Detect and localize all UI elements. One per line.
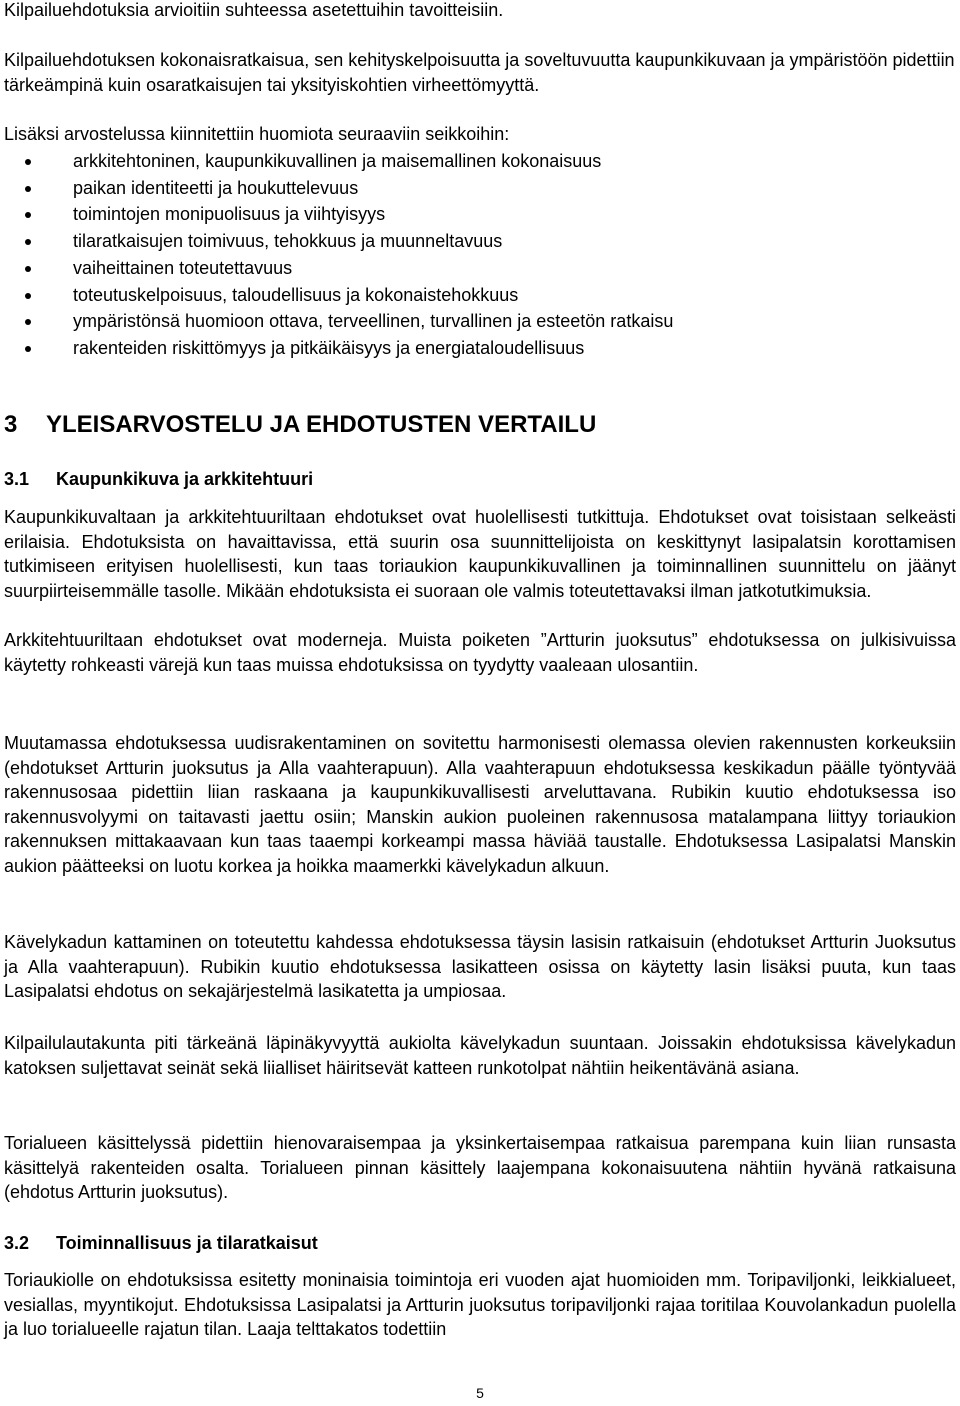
section-number: 3.1 [4, 469, 30, 489]
section-title: Kaupunkikuva ja arkkitehtuuri [56, 469, 314, 489]
intro-paragraph-2: Kilpailuehdotuksen kokonaisratkaisua, sen kehityskelpoisuutta ja soveltuvuutta kaupunkikuvaan ja ympäristöön pidettiin tärkeämpinä kuin osaratkaisujen tai yksityiskohtien virheettömyyttä. [4, 50, 955, 95]
section-3-1-paragraph-6: Torialueen käsittelyssä pidettiin hienovaraisempaa ja yksinkertaisempaa ratkaisua parempana kuin liian runsasta käsittelyä rakenteiden osalta. Torialueen pinnan käsittely laajempana kokonaisuutena nähtiin hyvänä ratkaisuna (ehdotus Artturin juoksutus). [4, 1133, 956, 1202]
section-number: 3 [4, 411, 18, 438]
list-item: rakenteiden riskittömyys ja pitkäikäisyys ja energiataloudellisuus [4, 335, 956, 362]
section-3-1-paragraph-1: Kaupunkikuvaltaan ja arkkitehtuuriltaan ehdotukset ovat huolellisesti tutkittuja. Ehdotukset ovat toisistaan selkeästi erilaisia. Ehdotuksista on havaittavissa, että suurin osa suunnittelijoista on keskittynyt lasipalatsin korottamisen tutkimiseen erityisen huolellisesti, kun taas toriaukion kaupunkikuvallinen ja toiminnallinen suunnittelu on jäänyt suurpiirteisemmälle tasolle. Mikään ehdotuksista ei suoraan ole valmis toteutettavaksi ilman jatkotutkimuksia. [4, 507, 956, 601]
bullet-icon [25, 346, 31, 352]
section-number: 3.2 [4, 1233, 30, 1253]
criteria-list [4, 148, 956, 362]
list-item: toimintojen monipuolisuus ja viihtyisyys [4, 201, 956, 228]
section-3-2-heading [4, 1231, 956, 1255]
list-item: tilaratkaisujen toimivuus, tehokkuus ja muunneltavuus [4, 228, 956, 255]
bullet-icon [25, 212, 31, 218]
list-item: arkkitehtoninen, kaupunkikuvallinen ja maisemallinen kokonaisuus [4, 148, 956, 175]
section-title: Toiminnallisuus ja tilaratkaisut [56, 1233, 318, 1253]
section-3-1-paragraph-5: Kilpailulautakunta piti tärkeänä läpinäkyvyyttä aukiolta kävelykadun suuntaan. Joissakin ehdotuksissa kävelykadun katoksen suljettavat seinät sekä liialliset häiritsevät katteen runkotolpat nähtiin heikentävänä asiana. [4, 1033, 956, 1078]
bullet-icon [25, 319, 31, 325]
section-title: YLEISARVOSTELU JA EHDOTUSTEN VERTAILU [46, 411, 597, 438]
section-3-2-paragraph: Toriaukiolle on ehdotuksissa esitetty moninaisia toimintoja eri vuoden ajat huomioiden mm. Toripaviljonki, leikkialueet, vesiallas, myyntikojut. Ehdotuksissa Lasipalatsi ja Artturin juoksutus toripaviljonki rajaa toritilaa Kouvolankadun puolella ja luo torialueelle rajatun tilan. Laaja telttakatos todettiin [4, 1270, 956, 1339]
bullet-icon [25, 186, 31, 192]
bullet-icon [25, 159, 31, 165]
page-number: 5 [476, 1385, 484, 1401]
intro-paragraph-1: Kilpailuehdotuksia arvioitiin suhteessa asetettuihin tavoitteisiin. [4, 0, 504, 20]
section-3-1-paragraph-4: Kävelykadun kattaminen on toteutettu kahdessa ehdotuksessa täysin lasisin ratkaisuin (ehdotukset Artturin Juoksutus ja Alla vaahterapuun). Rubikin kuutio ehdotuksessa lasikatteen osissa on käytetty lasin lisäksi puuta, kun taas Lasipalatsi ehdotus on sekajärjestelmä lasikatetta ja umpiosaa. [4, 932, 956, 1001]
list-item: vaiheittainen toteutettavuus [4, 255, 956, 282]
bullet-icon [25, 293, 31, 299]
section-3-1-paragraph-2: Arkkitehtuuriltaan ehdotukset ovat moderneja. Muista poiketen ”Artturin juoksutus” ehdotuksessa on julkisivuissa käytetty rohkeasti värejä kun taas muissa ehdotuksissa on tyydytty vaaleaan ulosantiin. [4, 630, 956, 675]
section-3-heading [4, 410, 956, 440]
list-item: ympäristönsä huomioon ottava, terveellinen, turvallinen ja esteetön ratkaisu [4, 308, 956, 335]
section-3-1-heading [4, 467, 956, 491]
bullet-icon [25, 266, 31, 272]
list-item: toteutuskelpoisuus, taloudellisuus ja kokonaistehokkuus [4, 282, 956, 309]
list-item: paikan identiteetti ja houkuttelevuus [4, 175, 956, 202]
bullet-icon [25, 239, 31, 245]
section-3-1-paragraph-3: Muutamassa ehdotuksessa uudisrakentaminen on sovitettu harmonisesti olemassa olevien rakennusten korkeuksiin (ehdotukset Artturin juoksutus ja Alla vaahterapuun). Alla vaahterapuun ehdotuksessa keskikadun päälle työntyvää rakennusosaa pidettiin liian raskaana ja kaupunkikuvallisesti arveluttavana. Rubikin kuutio ehdotuksessa iso rakennusvolyymi on taitavasti jaettu osiin; Manskin aukion puoleinen rakennusosa matalampana liittyy toriaukion rakennuksen mittakaavaan kun taas taaempi korkeampi massa häviää taustalle. Ehdotuksessa Lasipalatsi Manskin aukion päätteeksi on luotu korkea ja hoikka maamerkki kävelykadun alkuun. [4, 733, 956, 876]
intro-paragraph-3: Lisäksi arvostelussa kiinnitettiin huomiota seuraaviin seikkoihin: [4, 124, 510, 144]
